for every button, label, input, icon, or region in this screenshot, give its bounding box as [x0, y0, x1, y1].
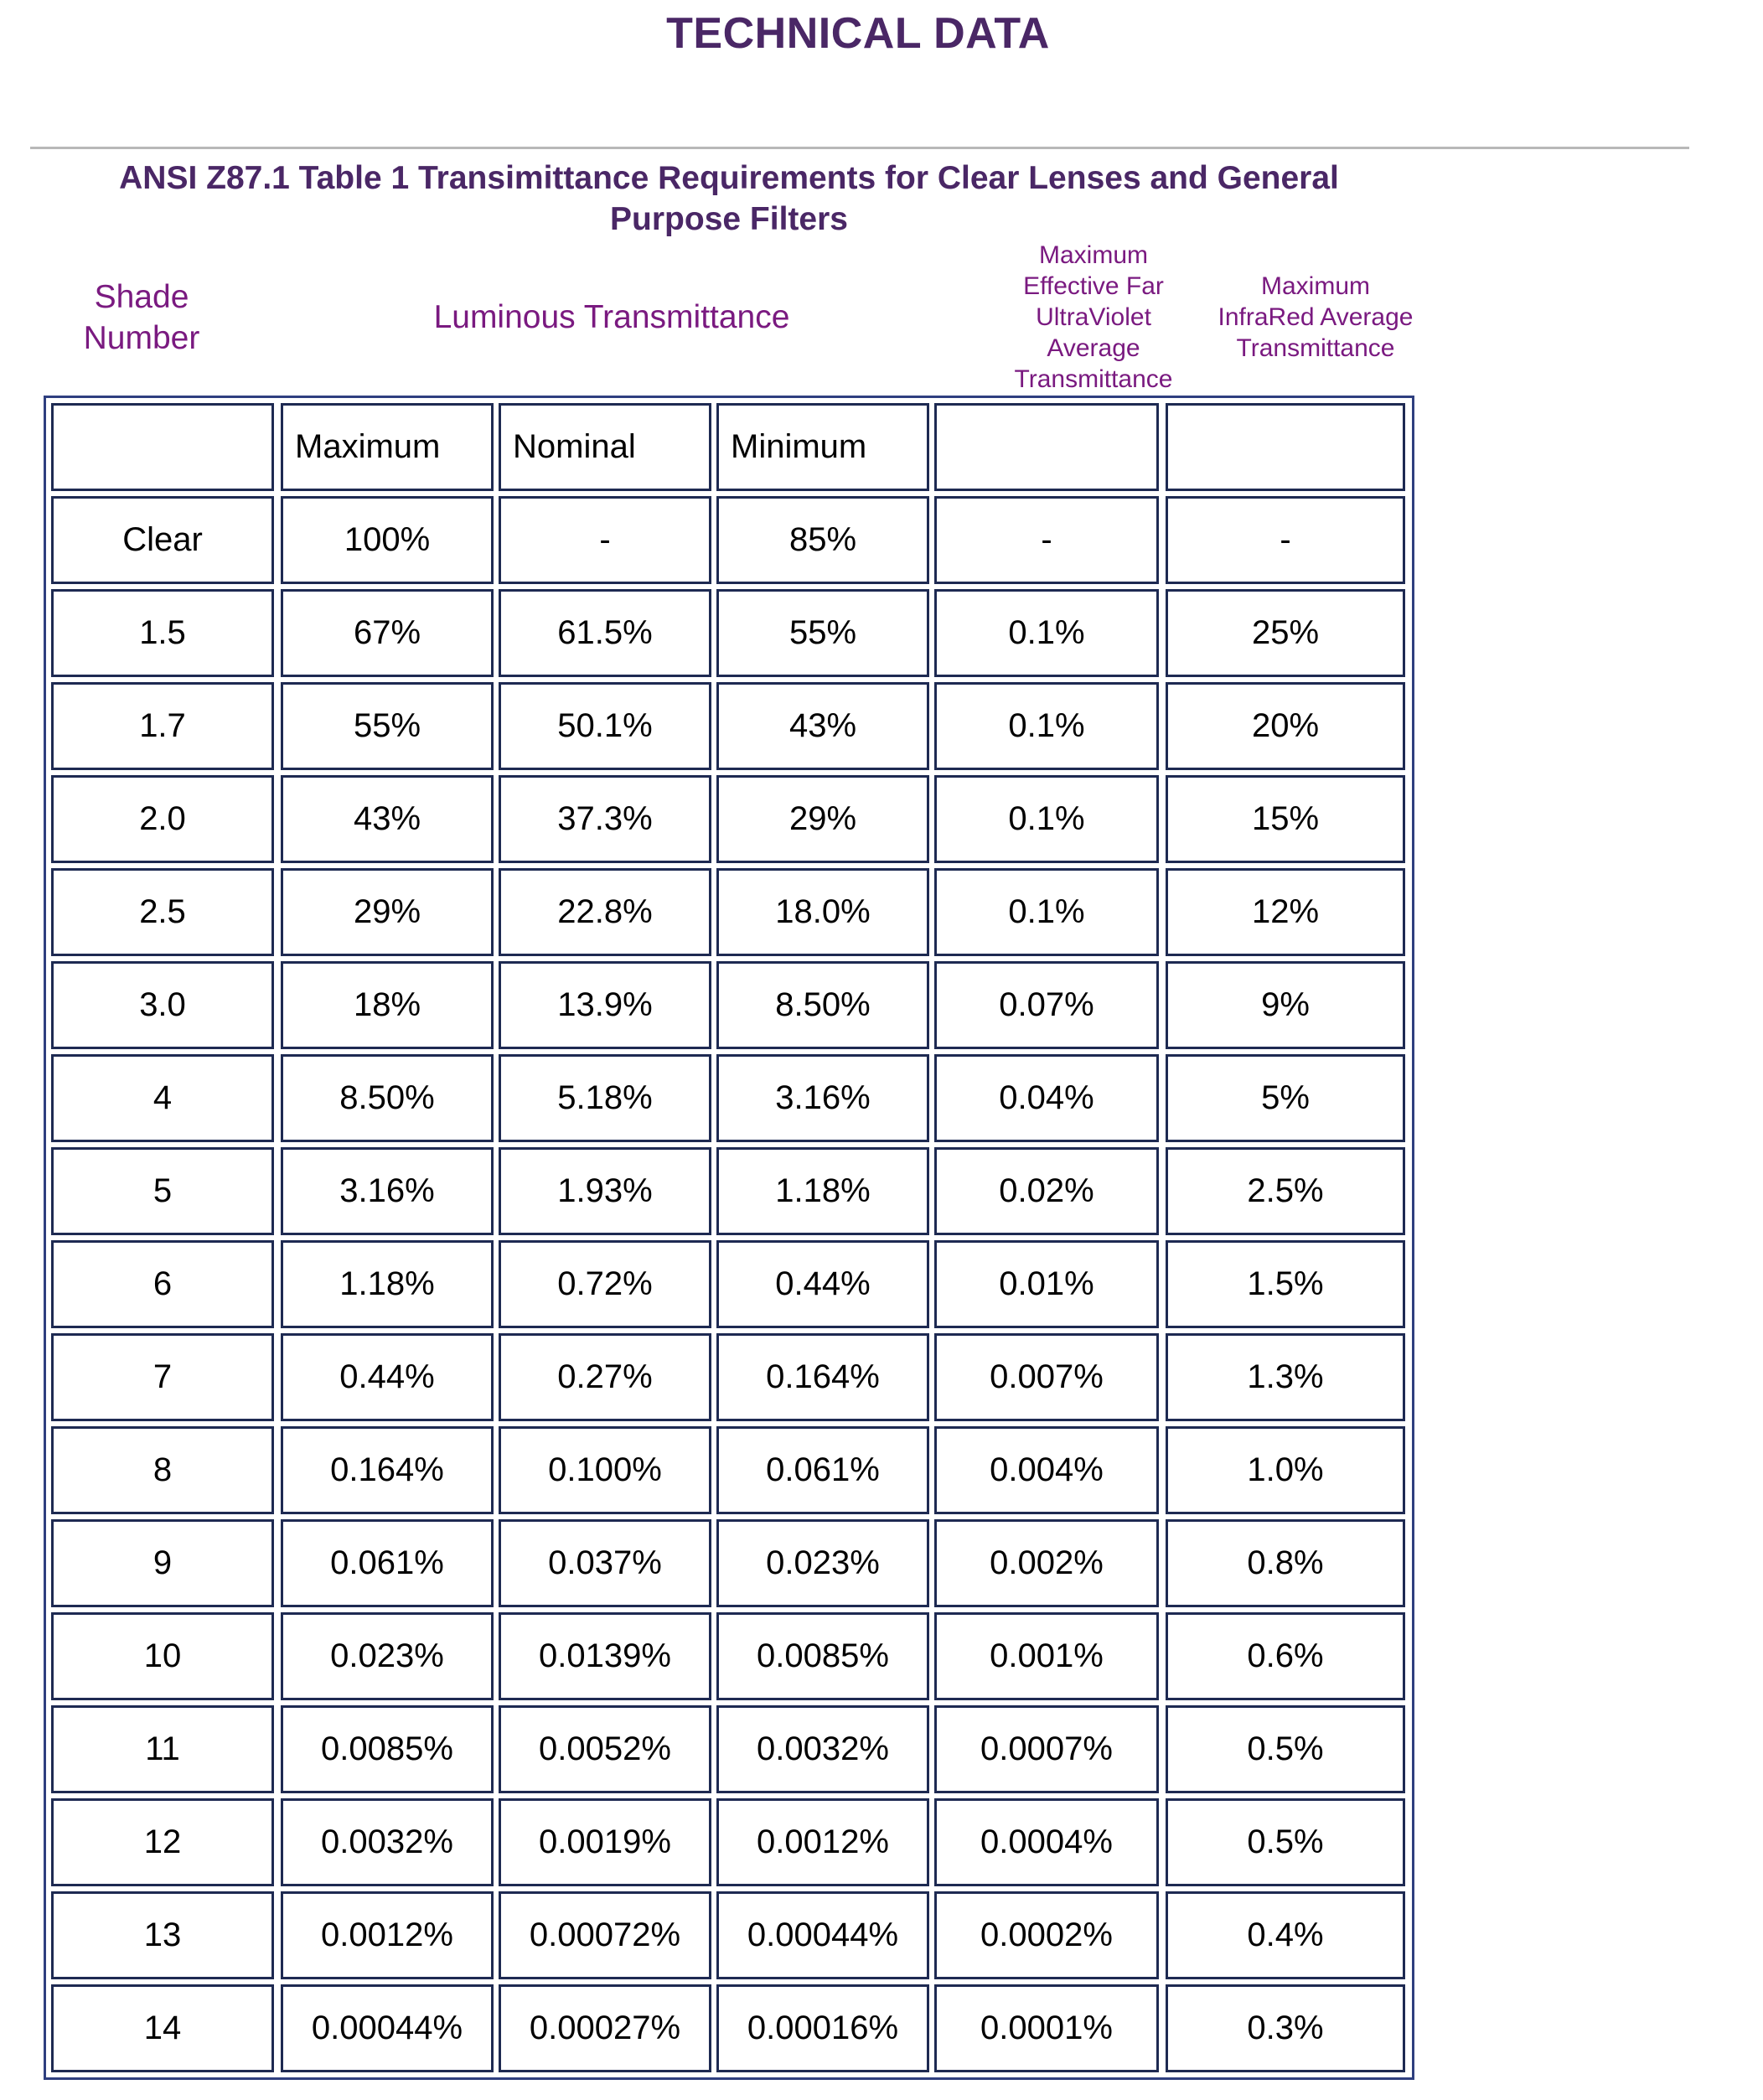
cell-ir: 25% — [1166, 589, 1405, 677]
cell-min: 0.061% — [716, 1426, 929, 1514]
cell-uv: 0.001% — [934, 1612, 1159, 1700]
cell-max: 0.023% — [281, 1612, 494, 1700]
cell-uv: 0.1% — [934, 775, 1159, 863]
cell-nominal: 61.5% — [499, 589, 711, 677]
cell-max: 0.0012% — [281, 1891, 494, 1979]
cell-nominal: - — [499, 496, 711, 584]
cell-max: 1.18% — [281, 1240, 494, 1328]
cell-min: 0.023% — [716, 1519, 929, 1607]
cell-min: 0.44% — [716, 1240, 929, 1328]
cell-nominal: 50.1% — [499, 682, 711, 770]
header-cell-minimum: Minimum — [716, 403, 929, 491]
cell-min: 0.00044% — [716, 1891, 929, 1979]
cell-ir: 20% — [1166, 682, 1405, 770]
header-cell — [934, 403, 1159, 491]
cell-shade: 13 — [51, 1891, 274, 1979]
table-row — [46, 1147, 1412, 1240]
cell-min: 18.0% — [716, 868, 929, 956]
cell-shade: 5 — [51, 1147, 274, 1235]
cell-ir: 9% — [1166, 961, 1405, 1049]
cell-ir: 0.6% — [1166, 1612, 1405, 1700]
ir-transmittance-header — [1194, 271, 1437, 364]
cell-shade: 3.0 — [51, 961, 274, 1049]
cell-min: 1.18% — [716, 1147, 929, 1235]
table-row — [46, 496, 1412, 589]
cell-nominal: 0.27% — [499, 1333, 711, 1421]
table-row — [46, 1333, 1412, 1426]
table-title — [34, 158, 1424, 240]
cell-ir: 1.5% — [1166, 1240, 1405, 1328]
cell-uv: 0.02% — [934, 1147, 1159, 1235]
cell-min: 29% — [716, 775, 929, 863]
cell-nominal: 0.00072% — [499, 1891, 711, 1979]
cell-shade: 14 — [51, 1984, 274, 2072]
cell-uv: 0.0002% — [934, 1891, 1159, 1979]
cell-ir: 0.5% — [1166, 1798, 1405, 1886]
uv-header-line1: Maximum — [1038, 241, 1148, 269]
cell-min: 3.16% — [716, 1054, 929, 1142]
header-cell — [1166, 403, 1405, 491]
cell-min: 43% — [716, 682, 929, 770]
cell-max: 0.44% — [281, 1333, 494, 1421]
cell-nominal: 0.0139% — [499, 1612, 711, 1700]
table-row — [46, 682, 1412, 775]
table-row — [46, 1612, 1412, 1705]
cell-uv: 0.01% — [934, 1240, 1159, 1328]
cell-max: 55% — [281, 682, 494, 770]
cell-shade: 4 — [51, 1054, 274, 1142]
table-row — [46, 775, 1412, 868]
cell-shade: 8 — [51, 1426, 274, 1514]
cell-ir: 12% — [1166, 868, 1405, 956]
table-row — [46, 1891, 1412, 1984]
luminous-transmittance-header: Luminous Transmittance — [433, 299, 790, 335]
table-row — [46, 1240, 1412, 1333]
cell-uv: - — [934, 496, 1159, 584]
table-row — [46, 961, 1412, 1054]
ir-header-line3: Transmittance — [1236, 334, 1395, 362]
cell-uv: 0.07% — [934, 961, 1159, 1049]
shade-header-line1: Shade — [94, 279, 189, 315]
uv-header-line4: Average — [1047, 334, 1140, 362]
header-cell-maximum: Maximum — [281, 403, 494, 491]
cell-max: 100% — [281, 496, 494, 584]
cell-uv: 0.1% — [934, 682, 1159, 770]
table-title-line1: ANSI Z87.1 Table 1 Transimittance Requirements for Clear Lenses and General — [119, 160, 1339, 196]
cell-max: 0.00044% — [281, 1984, 494, 2072]
cell-shade: Clear — [51, 496, 274, 584]
cell-max: 0.061% — [281, 1519, 494, 1607]
cell-shade: 7 — [51, 1333, 274, 1421]
page-title: TECHNICAL DATA — [666, 9, 1050, 58]
cell-shade: 1.5 — [51, 589, 274, 677]
cell-ir: 0.5% — [1166, 1705, 1405, 1793]
cell-nominal: 0.72% — [499, 1240, 711, 1328]
cell-nominal: 0.0052% — [499, 1705, 711, 1793]
cell-uv: 0.0007% — [934, 1705, 1159, 1793]
table-row — [46, 1519, 1412, 1612]
cell-ir: 5% — [1166, 1054, 1405, 1142]
cell-uv: 0.002% — [934, 1519, 1159, 1607]
cell-min: 0.0085% — [716, 1612, 929, 1700]
cell-shade: 2.5 — [51, 868, 274, 956]
cell-ir: 1.0% — [1166, 1426, 1405, 1514]
cell-ir: 2.5% — [1166, 1147, 1405, 1235]
cell-min: 0.0032% — [716, 1705, 929, 1793]
cell-ir: 0.4% — [1166, 1891, 1405, 1979]
cell-ir: - — [1166, 496, 1405, 584]
cell-nominal: 37.3% — [499, 775, 711, 863]
cell-uv: 0.004% — [934, 1426, 1159, 1514]
cell-min: 8.50% — [716, 961, 929, 1049]
table-row — [46, 868, 1412, 961]
cell-uv: 0.1% — [934, 868, 1159, 956]
cell-uv: 0.1% — [934, 589, 1159, 677]
cell-nominal: 13.9% — [499, 961, 711, 1049]
cell-ir: 15% — [1166, 775, 1405, 863]
cell-nominal: 5.18% — [499, 1054, 711, 1142]
cell-ir: 1.3% — [1166, 1333, 1405, 1421]
uv-header-line5: Transmittance — [1014, 365, 1173, 393]
cell-max: 29% — [281, 868, 494, 956]
horizontal-divider — [30, 147, 1689, 149]
cell-max: 0.0032% — [281, 1798, 494, 1886]
cell-nominal: 22.8% — [499, 868, 711, 956]
cell-nominal: 0.100% — [499, 1426, 711, 1514]
cell-max: 43% — [281, 775, 494, 863]
table-row — [46, 1054, 1412, 1147]
cell-nominal: 0.037% — [499, 1519, 711, 1607]
cell-max: 67% — [281, 589, 494, 677]
cell-min: 85% — [716, 496, 929, 584]
cell-min: 0.00016% — [716, 1984, 929, 2072]
cell-ir: 0.8% — [1166, 1519, 1405, 1607]
cell-uv: 0.0001% — [934, 1984, 1159, 2072]
table-row — [46, 1798, 1412, 1891]
uv-header-line3: UltraViolet — [1036, 303, 1151, 331]
cell-nominal: 1.93% — [499, 1147, 711, 1235]
cell-min: 0.164% — [716, 1333, 929, 1421]
header-cell — [51, 403, 274, 491]
cell-shade: 11 — [51, 1705, 274, 1793]
cell-nominal: 0.0019% — [499, 1798, 711, 1886]
cell-max: 18% — [281, 961, 494, 1049]
ir-header-line2: InfraRed Average — [1218, 303, 1414, 331]
header-cell-nominal: Nominal — [499, 403, 711, 491]
cell-uv: 0.007% — [934, 1333, 1159, 1421]
cell-max: 8.50% — [281, 1054, 494, 1142]
table-header-row — [46, 403, 1412, 496]
cell-shade: 1.7 — [51, 682, 274, 770]
cell-uv: 0.0004% — [934, 1798, 1159, 1886]
shade-header-line2: Number — [83, 320, 200, 356]
table-row — [46, 1984, 1412, 2077]
cell-uv: 0.04% — [934, 1054, 1159, 1142]
ir-header-line1: Maximum — [1260, 272, 1370, 300]
table-row — [46, 589, 1412, 682]
cell-shade: 9 — [51, 1519, 274, 1607]
table-title-line2: Purpose Filters — [610, 201, 848, 237]
cell-nominal: 0.00027% — [499, 1984, 711, 2072]
cell-shade: 12 — [51, 1798, 274, 1886]
cell-max: 3.16% — [281, 1147, 494, 1235]
cell-shade: 2.0 — [51, 775, 274, 863]
transmittance-table — [44, 396, 1414, 2080]
cell-ir: 0.3% — [1166, 1984, 1405, 2072]
cell-shade: 6 — [51, 1240, 274, 1328]
cell-shade: 10 — [51, 1612, 274, 1700]
table-row — [46, 1426, 1412, 1519]
cell-max: 0.0085% — [281, 1705, 494, 1793]
cell-min: 0.0012% — [716, 1798, 929, 1886]
table-row — [46, 1705, 1412, 1798]
cell-max: 0.164% — [281, 1426, 494, 1514]
cell-min: 55% — [716, 589, 929, 677]
uv-transmittance-header — [993, 240, 1194, 395]
shade-number-header — [45, 277, 238, 359]
uv-header-line2: Effective Far — [1023, 272, 1164, 300]
